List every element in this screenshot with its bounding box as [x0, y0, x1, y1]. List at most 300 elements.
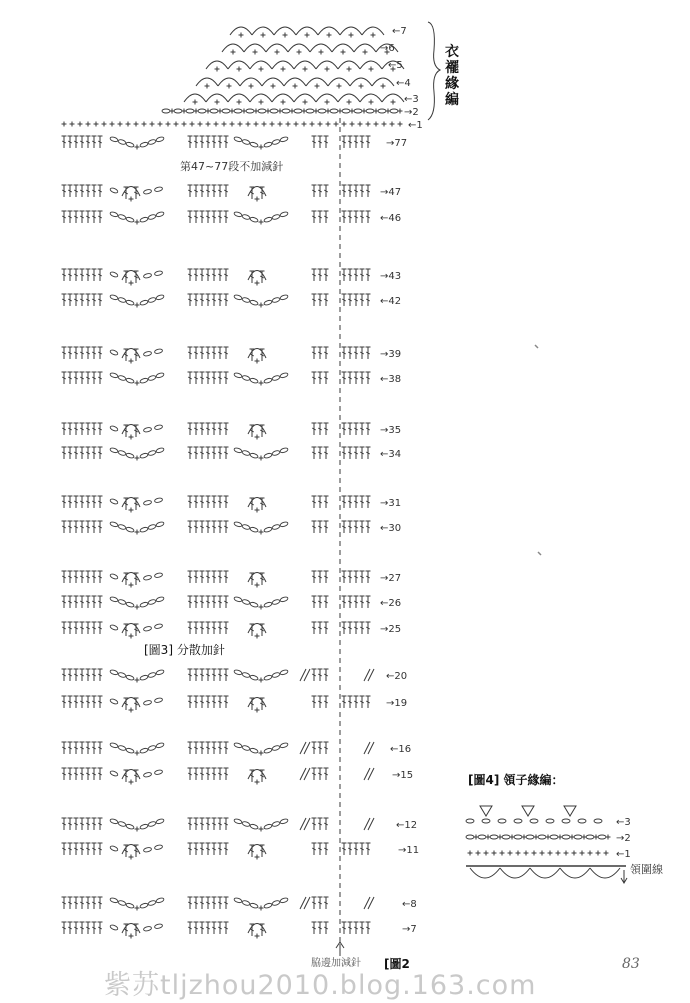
chain-stitch: [126, 675, 135, 681]
sc-stitch: [150, 122, 155, 127]
sc-stitch: [390, 122, 395, 127]
dc-stitch: [324, 922, 329, 934]
sc-stitch: [259, 827, 264, 832]
sc-stitch: [259, 100, 264, 105]
chain-stitch: [242, 599, 251, 605]
chain-stitch: [272, 375, 281, 381]
dc-stitch: [348, 372, 353, 384]
chain-stitch: [514, 835, 522, 839]
dc-stitch: [312, 294, 317, 306]
dc-stitch: [348, 423, 353, 435]
chain-stitch: [526, 835, 534, 839]
dc-stitch: [224, 269, 229, 281]
chain-stitch: [280, 669, 289, 675]
sc-stitch: [302, 122, 307, 127]
chain-stitch: [272, 900, 281, 906]
dc-stitch: [342, 496, 347, 508]
chain-stitch: [154, 572, 163, 578]
dc-stitch: [68, 136, 73, 148]
sc-stitch: [484, 851, 489, 856]
dc-stitch: [98, 423, 103, 435]
dc-stitch: [312, 843, 317, 855]
chain-stitch: [242, 672, 251, 678]
dc-stitch: [354, 521, 359, 533]
chain-stitch: [272, 297, 281, 303]
chain-stitch: [140, 217, 149, 223]
row-label: ←30: [380, 523, 402, 534]
row-label: ←34: [380, 449, 402, 460]
dc-stitch: [200, 521, 205, 533]
dc-stitch: [366, 496, 371, 508]
dc-stitch: [360, 136, 365, 148]
chain-stitch: [110, 187, 119, 194]
dc-stitch: [200, 596, 205, 608]
fig4-title: [圖4] 領子緣編：: [468, 773, 564, 787]
dc-stitch: [134, 425, 139, 437]
sc-stitch: [255, 780, 260, 785]
chain-stitch: [330, 109, 338, 113]
hem-title-char: 襬: [445, 60, 459, 76]
dc-stitch: [200, 372, 205, 384]
dc-stitch: [80, 372, 85, 384]
sc-stitch: [239, 33, 244, 38]
dc-stitch: [74, 211, 79, 223]
chain-stitch: [264, 748, 273, 754]
sc-stitch: [255, 359, 260, 364]
chain-stitch: [148, 139, 157, 145]
dc-stitch: [318, 521, 323, 533]
chain-stitch: [270, 109, 278, 113]
dc-stitch: [206, 768, 211, 780]
dc-stitch: [134, 349, 139, 361]
dc-stitch: [366, 294, 371, 306]
sc-stitch: [129, 583, 134, 588]
chain-stitch: [294, 109, 302, 113]
sc-stitch: [596, 851, 601, 856]
chain-stitch: [126, 453, 135, 459]
chain-stitch: [110, 624, 119, 631]
chain-stitch: [110, 742, 119, 748]
dc-stitch: [74, 372, 79, 384]
chain-stitch: [140, 300, 149, 306]
dc-stitch: [224, 742, 229, 754]
dc-stitch: [68, 622, 73, 634]
dc-stitch: [68, 423, 73, 435]
chain-stitch: [143, 500, 152, 506]
chain-stitch: [140, 748, 149, 754]
chain-stitch: [118, 375, 127, 381]
sc-stitch: [319, 50, 324, 55]
neckline-label: 領圍線: [630, 863, 663, 876]
shell-arch: [122, 349, 140, 359]
sc-stitch: [278, 122, 283, 127]
dc-stitch: [342, 521, 347, 533]
dc-stitch: [98, 347, 103, 359]
dc-stitch: [218, 669, 223, 681]
dc-stitch: [312, 571, 317, 583]
dc-stitch: [218, 521, 223, 533]
dc-stitch: [360, 423, 365, 435]
row-label: →7: [402, 924, 417, 935]
sc-stitch: [326, 122, 331, 127]
dc-stitch: [98, 571, 103, 583]
chain-stitch: [154, 497, 163, 503]
chain-stitch: [126, 217, 135, 223]
sc-stitch: [532, 851, 537, 856]
dc-stitch: [92, 423, 97, 435]
chain-stitch: [126, 903, 135, 909]
sc-stitch: [142, 122, 147, 127]
dc-stitch: [224, 622, 229, 634]
dc-stitch: [318, 742, 323, 754]
dc-stitch: [194, 372, 199, 384]
shell-arch: [122, 573, 140, 583]
chain-stitch: [502, 835, 510, 839]
dc-stitch: [324, 294, 329, 306]
sc-stitch: [270, 122, 275, 127]
dc-stitch: [206, 496, 211, 508]
dc-stitch: [318, 768, 323, 780]
dc-stitch: [98, 185, 103, 197]
chain-stitch: [118, 672, 127, 678]
chain-stitch: [148, 214, 157, 220]
scan-speck: [538, 552, 541, 555]
dc-stitch: [318, 136, 323, 148]
dc-stitch: [206, 447, 211, 459]
chain-stitch: [148, 450, 157, 456]
dc-stitch: [312, 269, 317, 281]
dc-stitch: [124, 698, 129, 710]
dc-stitch: [342, 622, 347, 634]
chain-stitch: [154, 844, 163, 850]
dc-stitch: [80, 521, 85, 533]
dc-stitch: [206, 521, 211, 533]
chain-stitch: [154, 623, 163, 629]
chain-stitch: [143, 575, 152, 581]
chain-stitch: [478, 835, 486, 839]
row-label: →27: [380, 573, 402, 584]
dc-stitch: [348, 696, 353, 708]
dc-stitch: [62, 669, 67, 681]
dc-stitch: [260, 425, 265, 437]
fig2-reference: [圖2: [384, 957, 410, 971]
sc-stitch: [126, 122, 131, 127]
dc-stitch: [98, 294, 103, 306]
dc-stitch: [342, 372, 347, 384]
sc-stitch: [398, 109, 403, 114]
chain-stitch: [110, 924, 119, 931]
chain-stitch: [490, 835, 498, 839]
dc-stitch: [80, 897, 85, 909]
dc-stitch: [206, 742, 211, 754]
dc-stitch: [134, 187, 139, 199]
dc-stitch: [92, 447, 97, 459]
dc-stitch: [366, 185, 371, 197]
chain-stitch: [234, 136, 243, 142]
sc-stitch: [347, 100, 352, 105]
picot-symbol: [480, 806, 492, 816]
dc-stitch: [200, 922, 205, 934]
dc-stitch: [348, 521, 353, 533]
chain-stitch: [250, 378, 259, 384]
dc-stitch: [318, 447, 323, 459]
dc-stitch: [312, 897, 317, 909]
sc-stitch: [259, 381, 264, 386]
chain-stitch: [162, 109, 170, 113]
dc-stitch: [218, 423, 223, 435]
dc-stitch: [212, 571, 217, 583]
sc-stitch: [492, 851, 497, 856]
dc-stitch: [366, 372, 371, 384]
dc-stitch: [324, 136, 329, 148]
chain-stitch: [148, 900, 157, 906]
chain-stitch: [306, 109, 314, 113]
dc-stitch: [62, 818, 67, 830]
increase-mark: [300, 669, 310, 681]
dc-stitch: [260, 271, 265, 283]
chain-stitch: [272, 599, 281, 605]
dc-stitch: [124, 573, 129, 585]
chain-stitch: [280, 211, 289, 217]
chain-stitch: [366, 109, 374, 113]
dc-stitch: [68, 669, 73, 681]
sc-stitch: [205, 84, 210, 89]
dc-stitch: [324, 571, 329, 583]
dc-stitch: [324, 185, 329, 197]
dc-stitch: [324, 347, 329, 359]
chain-stitch: [530, 819, 538, 823]
increase-mark: [300, 742, 310, 754]
dc-stitch: [318, 669, 323, 681]
dc-stitch: [366, 447, 371, 459]
scan-speck: [535, 345, 538, 348]
dc-stitch: [360, 269, 365, 281]
chain-stitch: [250, 217, 259, 223]
sc-stitch: [255, 934, 260, 939]
neck-scallop: [530, 868, 560, 878]
dc-stitch: [92, 742, 97, 754]
dc-stitch: [324, 768, 329, 780]
sc-stitch: [253, 50, 258, 55]
dc-stitch: [80, 423, 85, 435]
chain-stitch: [118, 450, 127, 456]
shell-arch: [122, 498, 140, 508]
dc-stitch: [124, 924, 129, 936]
dc-stitch: [86, 897, 91, 909]
sc-stitch: [347, 67, 352, 72]
dc-stitch: [194, 571, 199, 583]
dc-stitch: [348, 596, 353, 608]
sc-stitch: [281, 67, 286, 72]
sc-stitch: [135, 220, 140, 225]
hem-row-label: ←1: [408, 120, 423, 131]
dc-stitch: [68, 496, 73, 508]
dc-stitch: [342, 571, 347, 583]
dc-stitch: [318, 818, 323, 830]
dc-stitch: [260, 498, 265, 510]
sc-stitch: [297, 50, 302, 55]
dc-stitch: [98, 447, 103, 459]
page-number: 83: [622, 956, 640, 972]
chain-stitch: [250, 675, 259, 681]
dc-stitch: [318, 897, 323, 909]
chain-stitch: [140, 903, 149, 909]
sc-stitch: [135, 381, 140, 386]
dc-stitch: [218, 447, 223, 459]
dc-stitch: [62, 185, 67, 197]
sc-stitch: [259, 906, 264, 911]
dc-stitch: [212, 136, 217, 148]
dc-stitch: [74, 571, 79, 583]
dc-stitch: [200, 496, 205, 508]
sc-stitch: [246, 122, 251, 127]
chain-stitch: [250, 903, 259, 909]
sc-stitch: [249, 84, 254, 89]
dc-stitch: [80, 571, 85, 583]
chain-stitch: [222, 109, 230, 113]
sc-stitch: [327, 33, 332, 38]
dc-stitch: [324, 843, 329, 855]
dc-stitch: [68, 269, 73, 281]
chain-stitch: [234, 109, 242, 113]
dc-stitch: [98, 742, 103, 754]
shell-arch: [248, 349, 266, 359]
dc-stitch: [92, 696, 97, 708]
sc-stitch: [129, 281, 134, 286]
dc-stitch: [212, 294, 217, 306]
chain-stitch: [110, 294, 119, 300]
sc-stitch: [516, 851, 521, 856]
dc-stitch: [218, 622, 223, 634]
dc-stitch: [200, 211, 205, 223]
dc-stitch: [360, 211, 365, 223]
dc-stitch: [212, 696, 217, 708]
row-label: →35: [380, 425, 402, 436]
chain-stitch: [143, 700, 152, 706]
chain-stitch: [118, 297, 127, 303]
dc-stitch: [318, 347, 323, 359]
dc-stitch: [342, 423, 347, 435]
dc-stitch: [366, 423, 371, 435]
sc-stitch: [318, 122, 323, 127]
chain-stitch: [154, 923, 163, 929]
chain-stitch: [242, 450, 251, 456]
sc-stitch: [261, 33, 266, 38]
chain-stitch: [562, 835, 570, 839]
sc-stitch: [259, 145, 264, 150]
chain-stitch: [156, 818, 165, 824]
dc-stitch: [324, 447, 329, 459]
neck-scallop: [470, 868, 500, 878]
dc-stitch: [212, 447, 217, 459]
chain-stitch: [234, 897, 243, 903]
dc-stitch: [212, 269, 217, 281]
dc-stitch: [92, 521, 97, 533]
shell-arch: [122, 425, 140, 435]
sc-stitch: [349, 33, 354, 38]
chain-stitch: [140, 142, 149, 148]
sc-stitch: [166, 122, 171, 127]
dc-stitch: [98, 269, 103, 281]
chain-stitch: [143, 926, 152, 932]
dc-stitch: [68, 372, 73, 384]
chain-stitch: [272, 450, 281, 456]
dc-stitch: [206, 622, 211, 634]
sc-stitch: [231, 50, 236, 55]
dc-stitch: [312, 622, 317, 634]
row-label: →15: [392, 770, 414, 781]
sc-stitch: [259, 303, 264, 308]
dc-stitch: [62, 571, 67, 583]
dc-stitch: [318, 372, 323, 384]
dc-stitch: [92, 211, 97, 223]
dc-stitch: [342, 696, 347, 708]
chain-stitch: [110, 698, 119, 705]
dc-stitch: [348, 211, 353, 223]
sc-stitch: [366, 122, 371, 127]
dc-stitch: [86, 211, 91, 223]
dc-stitch: [134, 573, 139, 585]
dc-stitch: [224, 768, 229, 780]
chain-stitch: [148, 524, 157, 530]
chain-stitch: [242, 821, 251, 827]
dc-stitch: [188, 496, 193, 508]
dc-stitch: [188, 423, 193, 435]
dc-stitch: [260, 573, 265, 585]
dc-stitch: [212, 596, 217, 608]
dc-stitch: [188, 596, 193, 608]
dc-stitch: [224, 211, 229, 223]
dc-stitch: [360, 696, 365, 708]
dc-stitch: [62, 269, 67, 281]
sc-stitch: [255, 583, 260, 588]
dc-stitch: [188, 294, 193, 306]
sc-stitch: [78, 122, 83, 127]
chain-stitch: [234, 211, 243, 217]
chain-stitch: [272, 139, 281, 145]
dc-stitch: [74, 269, 79, 281]
sc-stitch: [294, 122, 299, 127]
dc-stitch: [74, 768, 79, 780]
dc-stitch: [124, 349, 129, 361]
dc-stitch: [92, 136, 97, 148]
dc-stitch: [366, 269, 371, 281]
chain-stitch: [118, 745, 127, 751]
dc-stitch: [134, 770, 139, 782]
row-label: →47: [380, 187, 402, 198]
dc-stitch: [74, 696, 79, 708]
dc-stitch: [312, 185, 317, 197]
sc-stitch: [325, 67, 330, 72]
chain-stitch: [110, 845, 119, 852]
chain-stitch: [498, 819, 506, 823]
shell-arch: [248, 845, 266, 855]
dc-stitch: [124, 624, 129, 636]
dc-stitch: [212, 897, 217, 909]
chain-stitch: [234, 742, 243, 748]
dc-stitch: [92, 669, 97, 681]
shell-arch: [122, 845, 140, 855]
dc-stitch: [62, 447, 67, 459]
chain-stitch: [538, 835, 546, 839]
dc-stitch: [318, 211, 323, 223]
chain-stitch: [118, 821, 127, 827]
dc-stitch: [224, 496, 229, 508]
increase-mark: [300, 768, 310, 780]
dc-stitch: [312, 818, 317, 830]
chain-stitch: [264, 824, 273, 830]
dc-stitch: [124, 498, 129, 510]
